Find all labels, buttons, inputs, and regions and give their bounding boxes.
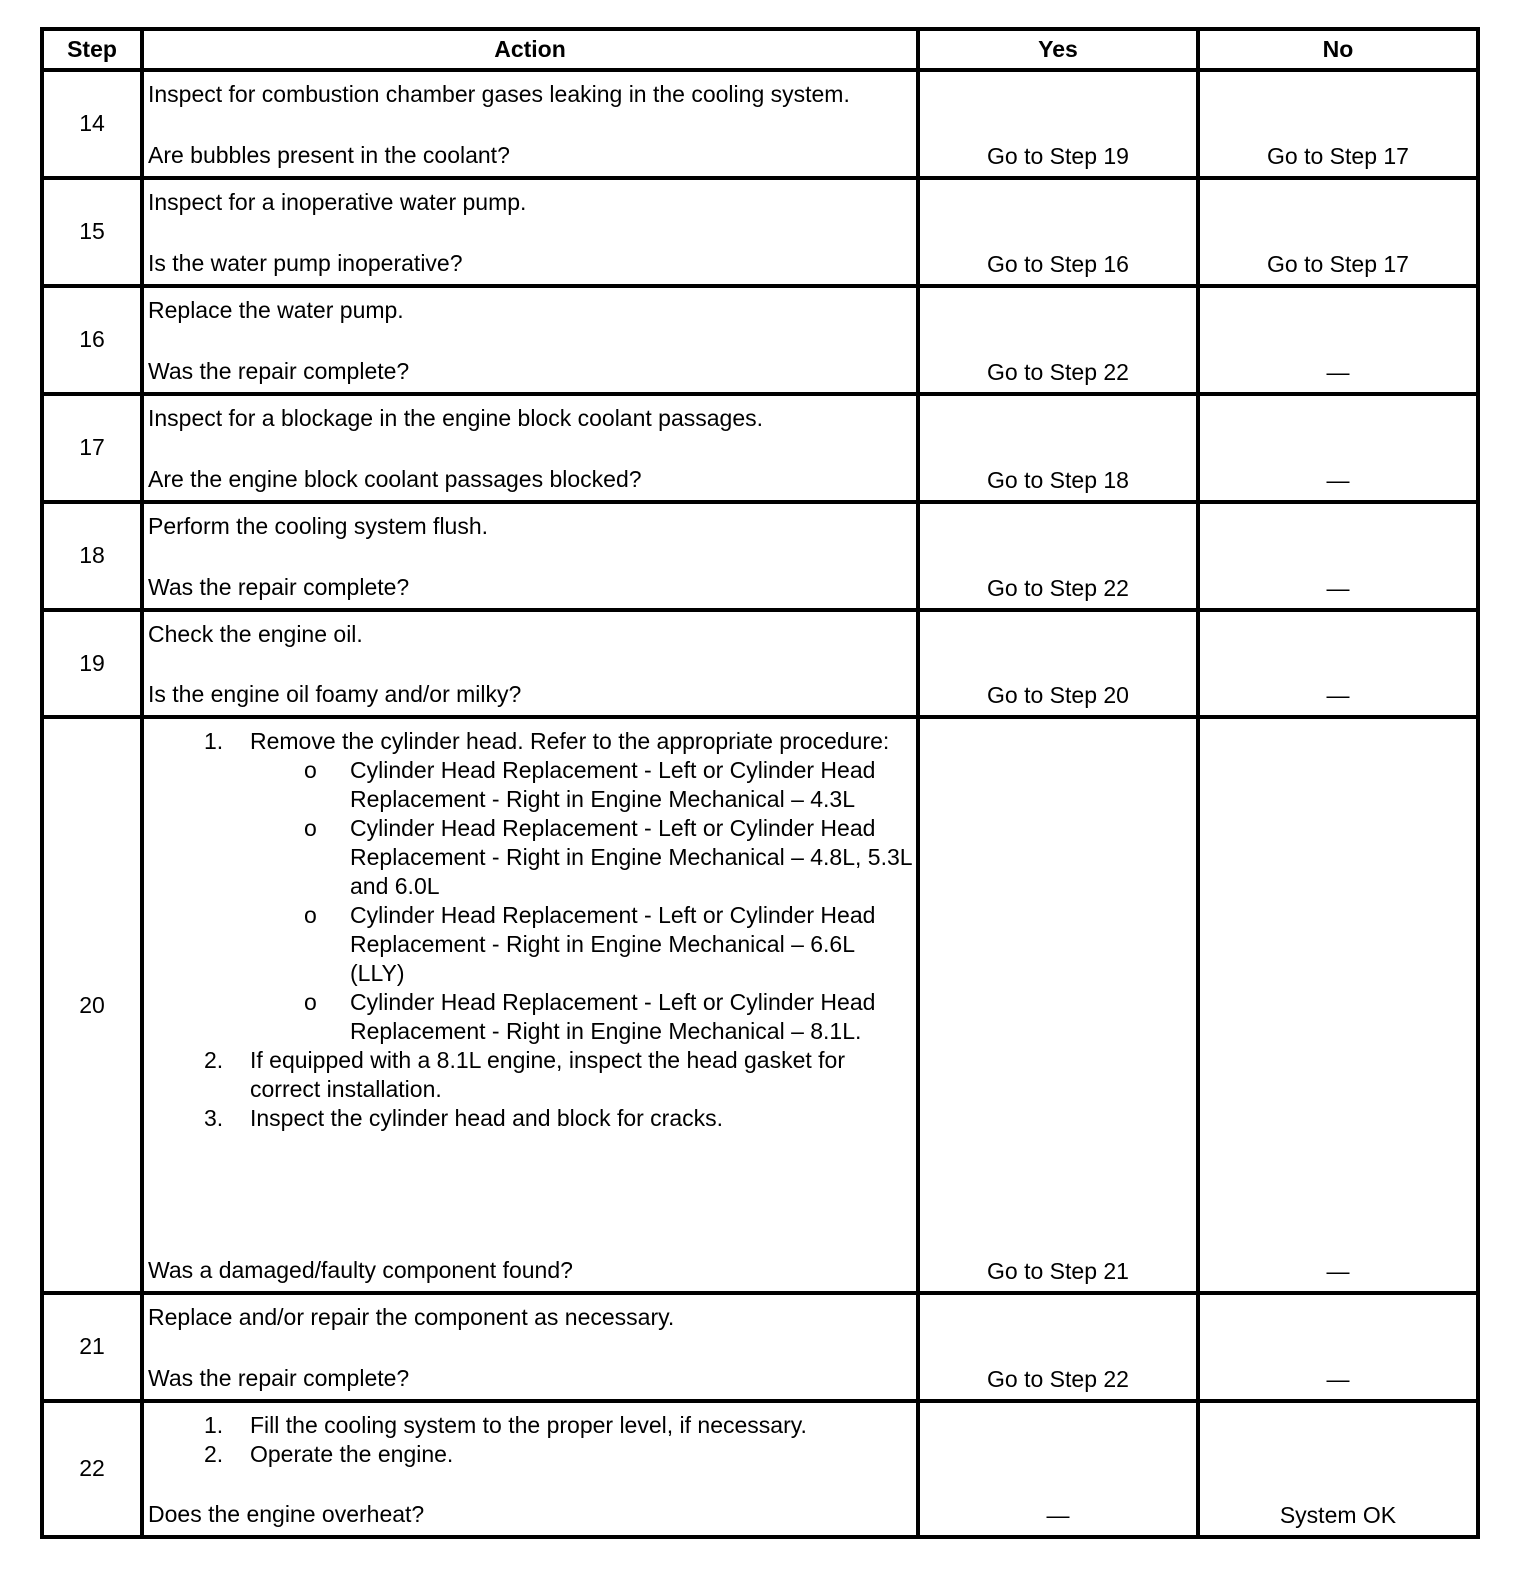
no-result: — [1198,717,1478,1292]
list-number: 1. [204,1411,224,1438]
action-instruction: Inspect for a blockage in the engine block coolant passages. [148,404,764,431]
no-result: — [1198,502,1478,610]
yes-result: Go to Step 18 [918,394,1198,502]
header-no: No [1198,29,1478,70]
yes-result: Go to Step 22 [918,1293,1198,1401]
sub-list-text: Cylinder Head Replacement - Left or Cylinder Head Replacement - Right in Engine Mechanical – 4.8L, 5.3L and 6.0L [350,815,912,900]
list-number: 2. [204,1047,224,1074]
step-number: 21 [42,1293,142,1401]
header-row [42,29,1478,70]
bullet-icon: o [304,815,317,842]
step-number: 22 [42,1401,142,1537]
yes-result: Go to Step 20 [918,610,1198,718]
step-number: 19 [42,610,142,718]
table-row [42,394,1478,502]
header-action: Action [142,29,918,70]
sub-list-text: Cylinder Head Replacement - Left or Cylinder Head Replacement - Right in Engine Mechanical – 6.6L (LLY) [350,902,876,987]
table-row [42,717,1478,1292]
action-cell [142,717,918,1292]
action-cell [142,1293,918,1401]
step-number: 18 [42,502,142,610]
table-row [42,610,1478,718]
table-row [42,178,1478,286]
action-question: Was a damaged/faulty component found? [148,1256,573,1283]
procedure-list [148,727,912,1133]
table-row [42,286,1478,394]
no-result: — [1198,1293,1478,1401]
list-number: 2. [204,1440,224,1467]
sub-list-text: Cylinder Head Replacement - Left or Cylinder Head Replacement - Right in Engine Mechanical – 4.3L [350,757,876,813]
step-number: 14 [42,70,142,178]
list-number: 1. [204,728,224,755]
yes-result: Go to Step 16 [918,178,1198,286]
action-question: Does the engine overheat? [148,1501,425,1527]
sub-list-item [304,901,912,988]
action-cell [142,610,918,718]
list-item [204,1104,912,1133]
no-result: Go to Step 17 [1198,70,1478,178]
action-instruction: Check the engine oil. [148,620,363,647]
action-instruction: Replace the water pump. [148,296,404,323]
action-instruction: Perform the cooling system flush. [148,512,489,539]
no-result: — [1198,394,1478,502]
action-question: Was the repair complete? [148,1364,410,1391]
list-text: If equipped with a 8.1L engine, inspect the head gasket for correct installation. [250,1047,846,1103]
sub-list-text: Cylinder Head Replacement - Left or Cylinder Head Replacement - Right in Engine Mechanical – 8.1L. [350,989,876,1045]
action-question: Are the engine block coolant passages blocked? [148,465,642,492]
list-item [204,1411,912,1440]
no-result: — [1198,610,1478,718]
bullet-icon: o [304,902,317,929]
no-result: System OK [1198,1401,1478,1537]
action-instruction: Inspect for combustion chamber gases leaking in the cooling system. [148,81,850,107]
action-question: Are bubbles present in the coolant? [148,141,510,168]
list-text: Remove the cylinder head. Refer to the appropriate procedure: [250,728,890,755]
list-text: Fill the cooling system to the proper level, if necessary. [250,1411,807,1438]
no-result: — [1198,286,1478,394]
step-number: 16 [42,286,142,394]
list-item [204,727,912,1046]
list-item [204,1440,912,1469]
action-cell [142,502,918,610]
list-text: Operate the engine. [250,1440,454,1467]
yes-result: Go to Step 21 [918,717,1198,1292]
table-row [42,70,1478,178]
table-row [42,1401,1478,1537]
action-question: Was the repair complete? [148,573,410,600]
sub-list-item [304,814,912,901]
action-cell [142,286,918,394]
yes-result: Go to Step 22 [918,286,1198,394]
yes-result: Go to Step 19 [918,70,1198,178]
step-number: 20 [42,717,142,1292]
list-item [204,1046,912,1104]
sub-list-item [304,756,912,814]
list-text: Inspect the cylinder head and block for cracks. [250,1105,724,1132]
table-row [42,502,1478,610]
header-step: Step [42,29,142,70]
action-cell [142,70,918,178]
action-question: Is the water pump inoperative? [148,249,463,276]
table-row [42,1293,1478,1401]
action-instruction: Inspect for a inoperative water pump. [148,188,527,215]
header-yes: Yes [918,29,1198,70]
action-cell [142,1401,918,1537]
action-cell [142,394,918,502]
no-result: Go to Step 17 [1198,178,1478,286]
step-number: 17 [42,394,142,502]
list-number: 3. [204,1105,224,1132]
action-question: Is the engine oil foamy and/or milky? [148,681,522,708]
yes-result: Go to Step 22 [918,502,1198,610]
action-question: Was the repair complete? [148,357,410,384]
action-instruction: Replace and/or repair the component as necessary. [148,1303,675,1330]
procedure-list [148,1411,912,1469]
step-number: 15 [42,178,142,286]
action-cell [142,178,918,286]
bullet-icon: o [304,989,317,1016]
bullet-icon: o [304,757,317,784]
diagnostic-table [40,27,1480,1539]
yes-result: — [918,1401,1198,1537]
sub-list-item [304,988,912,1046]
